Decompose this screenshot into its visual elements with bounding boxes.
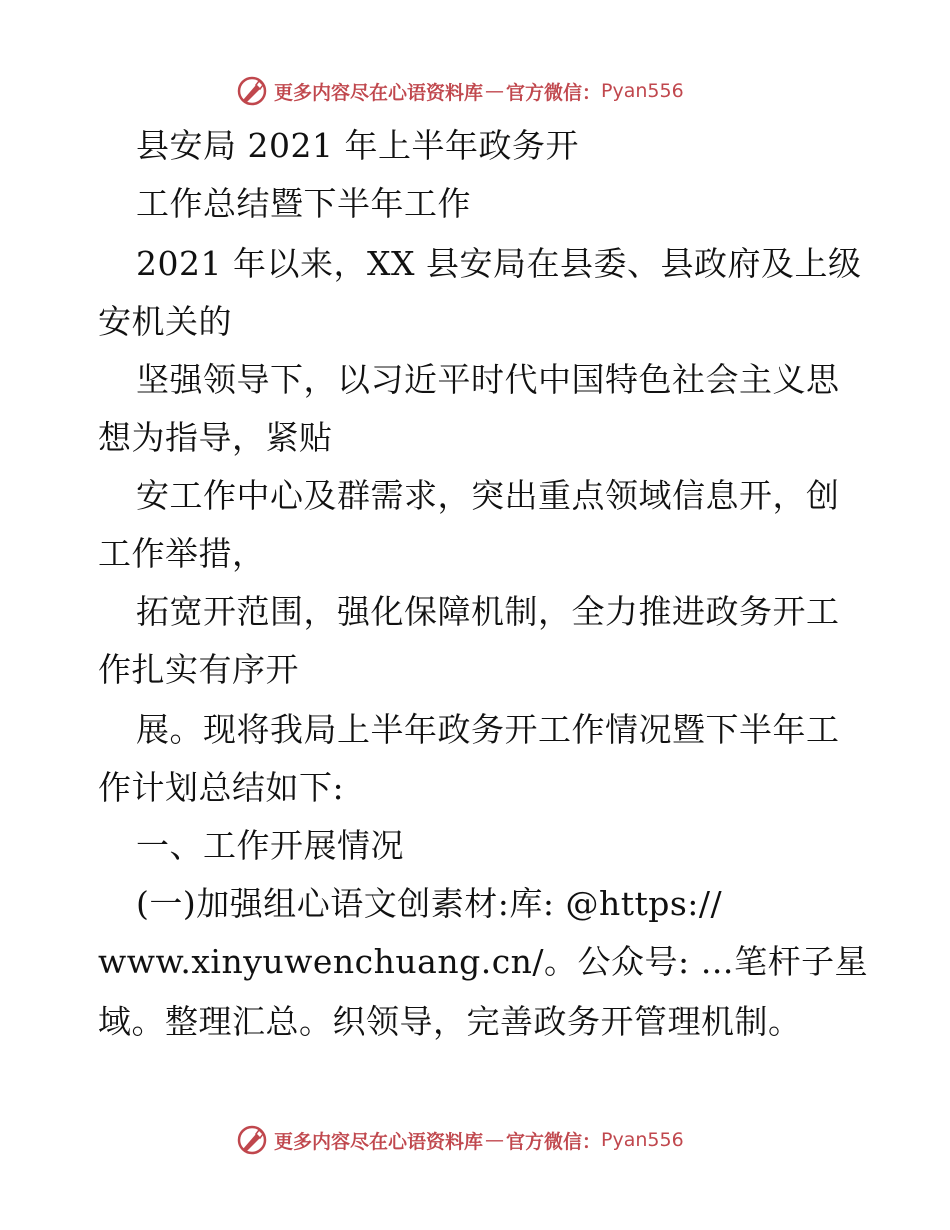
doc-title-line-2: 工作总结暨下半年工作 (136, 184, 471, 223)
watermark-site-text: 更多内容尽在心语资料库 (274, 1130, 484, 1153)
subsection-heading: (一)加强组心语文创素材:库: @https:// (136, 884, 723, 923)
paragraph-line: 想为指导，紧贴 (98, 418, 333, 457)
footer-watermark (236, 1123, 684, 1157)
paragraph-line: 展。现将我局上半年政务开工作情况暨下半年工 (136, 710, 840, 749)
doc-title-line-1: 县安局 2021 年上半年政务开 (136, 126, 579, 165)
paragraph-line: 安工作中心及群需求，突出重点领域信息开，创 (136, 476, 840, 515)
watermark-dash: — (485, 1129, 505, 1151)
pen-logo-icon (236, 1124, 268, 1156)
watermark-contact-id: Pyan556 (601, 80, 684, 102)
paragraph-line: 拓宽开范围，强化保障机制，全力推进政务开工 (136, 592, 840, 631)
watermark-dash: — (485, 80, 505, 102)
watermark-site-text: 更多内容尽在心语资料库 (274, 81, 484, 104)
watermark-contact-id: Pyan556 (601, 1129, 684, 1151)
paragraph-line: 坚强领导下，以习近平时代中国特色社会主义思 (136, 360, 840, 399)
watermark-contact-label: 官方微信： (506, 81, 602, 104)
paragraph-line: www.xinyuwenchuang.cn/。公众号: …笔杆子星 (98, 942, 869, 981)
paragraph-line: 作扎实有序开 (98, 650, 299, 689)
paragraph-line: 安机关的 (98, 302, 232, 341)
paragraph-line: 作计划总结如下: (98, 768, 345, 807)
watermark-contact-label: 官方微信： (506, 1130, 602, 1153)
header-watermark (236, 74, 684, 108)
pen-logo-icon (236, 75, 268, 107)
section-heading: 一、工作开展情况 (136, 826, 404, 865)
paragraph-line: 工作举措， (98, 534, 266, 573)
paragraph-line: 2021 年以来，XX 县安局在县委、县政府及上级 (136, 244, 862, 283)
paragraph-line: 域。整理汇总。织领导，完善政务开管理机制。 (98, 1002, 802, 1041)
